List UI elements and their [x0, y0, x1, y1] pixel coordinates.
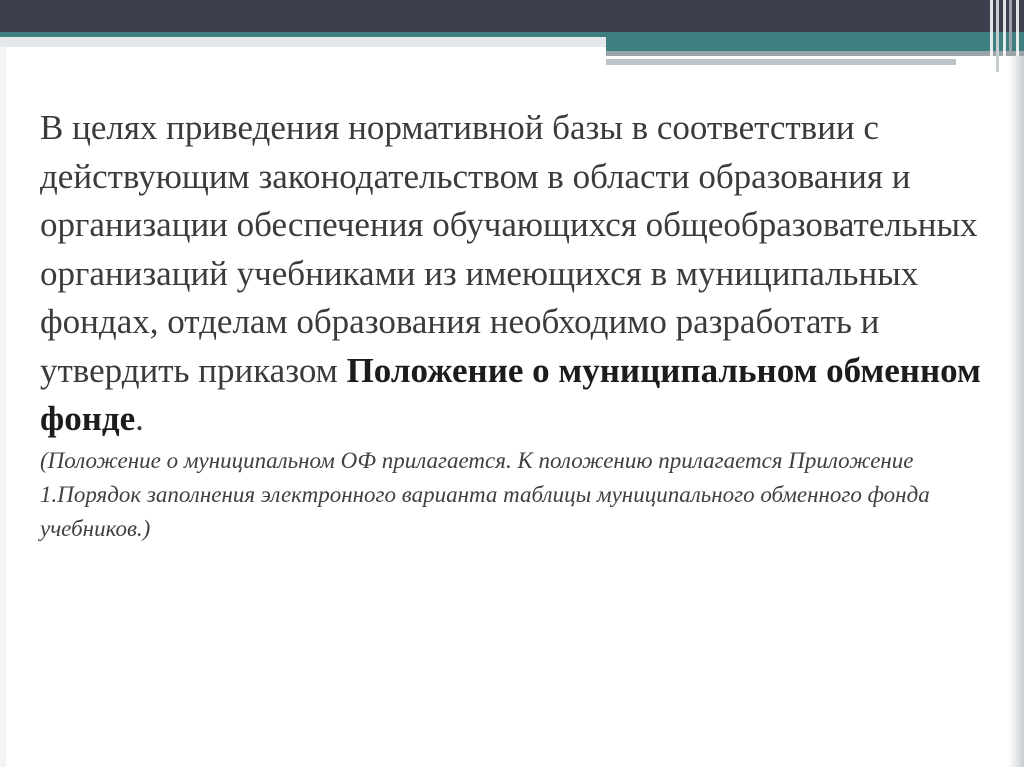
grey-bar-right-2	[606, 59, 956, 65]
note-paragraph: (Положение о муниципальном ОФ прилагается. К положению прилагается Приложение 1.Порядок заполнения электронного варианта таблицы муниципального обменного фонда учебников.)	[40, 447, 930, 541]
main-paragraph	[40, 104, 990, 444]
accent-bar-right	[606, 37, 1024, 51]
paragraph-end: .	[135, 399, 144, 438]
vertical-stripe	[990, 0, 993, 72]
paragraph-text: В целях приведения нормативной базы в соответствии с действующим законодательством в области образования и организации обеспечения обучающихся общеобразовательных организаций учебниками из имеющихся в муниципальных фондах, отделам образования необходимо разработать и утвердить приказом	[40, 108, 978, 390]
page-edge-shadow	[1008, 56, 1024, 767]
paragraph-bold-text: Положение о муниципальном обменном фонде	[40, 350, 981, 438]
vertical-stripe	[1003, 0, 1006, 72]
vertical-stripe	[996, 0, 999, 72]
header-band	[0, 0, 1024, 32]
slide-body	[40, 104, 990, 546]
page-edge-left	[0, 47, 6, 767]
